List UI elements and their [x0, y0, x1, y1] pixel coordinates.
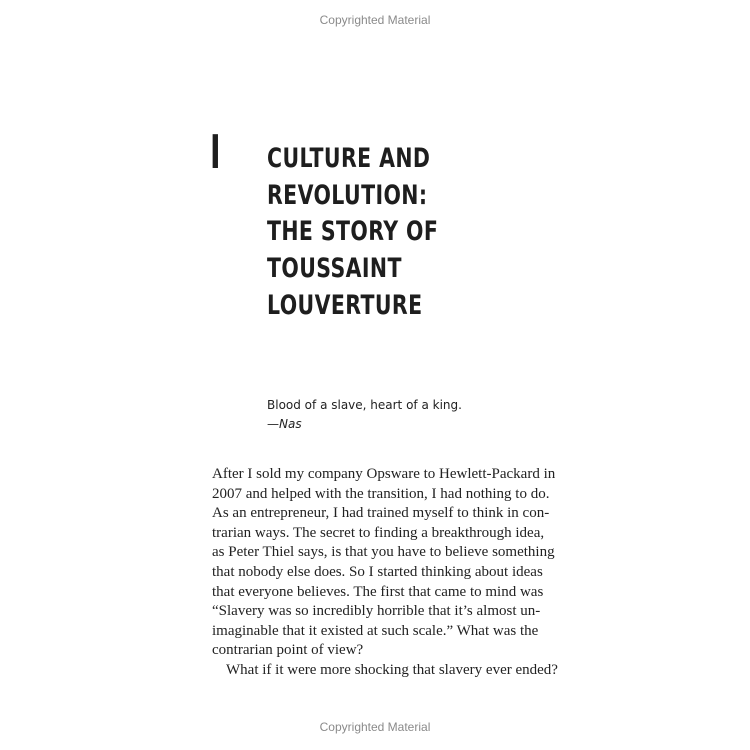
epigraph — [267, 396, 462, 434]
body-line: After I sold my company Opsware to Hewlett-Packard in — [212, 466, 556, 482]
epigraph-attribution: —Nas — [267, 417, 302, 431]
chapter-title-line: CULTURE AND — [267, 143, 431, 174]
body-line: As an entrepreneur, I had trained myself to think in con- — [212, 505, 550, 522]
body-line: contrarian point of view? — [212, 642, 364, 659]
body-line: that everyone believes. The first that came to mind was — [212, 583, 544, 600]
chapter-title-line: THE STORY OF — [267, 216, 439, 248]
body-line: 2007 and helped with the transition, I had nothing to do. — [212, 485, 550, 502]
body-line: “Slavery was so incredibly horrible that it’s almost un- — [212, 603, 541, 620]
chapter-title-line: REVOLUTION: — [267, 179, 428, 211]
chapter-title — [267, 141, 438, 325]
chapter-title-line: TOUSSAINT — [267, 253, 402, 285]
body-line: trarian ways. The secret to finding a breakthrough idea, — [212, 524, 545, 541]
body-line: that nobody else does. So I started thinking about ideas — [212, 563, 543, 580]
copyright-watermark-bottom: Copyrighted Material — [319, 720, 431, 734]
chapter-number: I — [210, 125, 221, 179]
body-text — [212, 465, 558, 681]
copyright-watermark-top: Copyrighted Material — [319, 13, 431, 27]
body-line: What if it were more shocking that slavery ever ended? — [226, 661, 558, 678]
body-line: as Peter Thiel says, is that you have to believe something — [212, 544, 555, 561]
body-line: imaginable that it existed at such scale.” What was the — [212, 622, 539, 639]
epigraph-quote: Blood of a slave, heart of a king. — [267, 398, 462, 412]
chapter-title-line: LOUVERTURE — [267, 289, 423, 321]
